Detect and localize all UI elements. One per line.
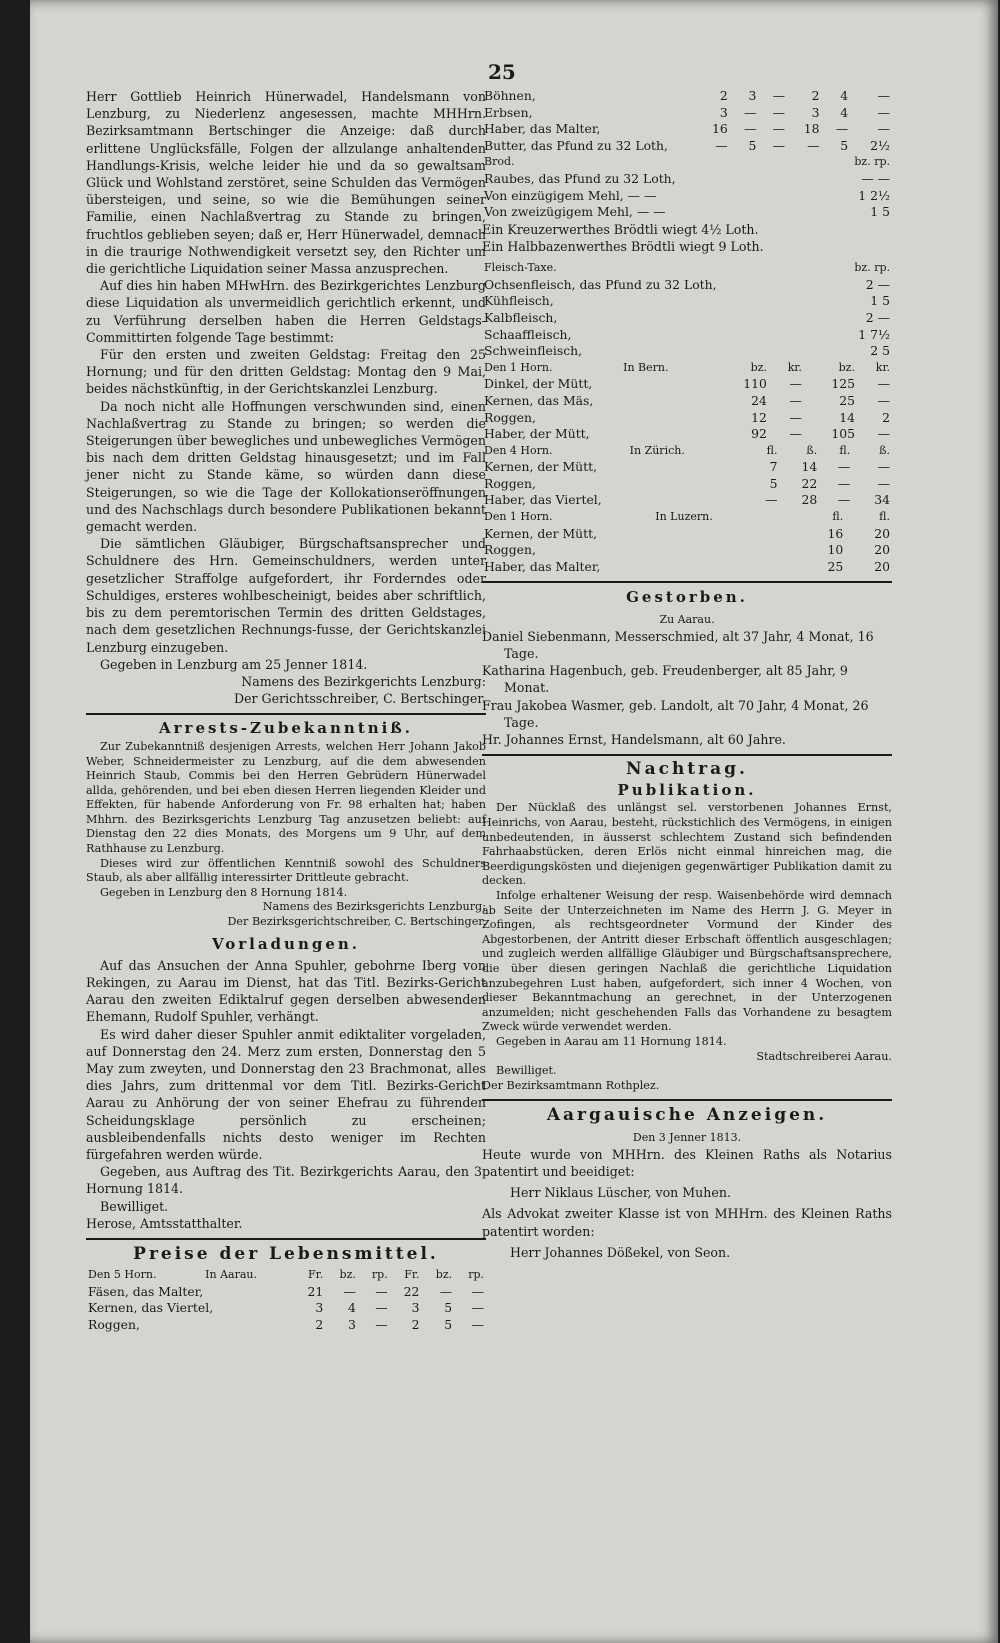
notice-paragraph: Da noch nicht alle Hoffnungen verschwunden sind, einen Nachlaßvertrag zu Stande zu bringen; so werden die Steigerungen über bewegliches und unbewegliches Vermögen bis nach dem dritten Geldstag hinausgesetzt; und im Fall jener nicht zu Stande käme, so würden dann diese Steigerungen, so wie die Tage der Kollokationseröffnungen und des Nachschlags durch besondere Publikationen bekannt gemacht werden. xyxy=(86,398,486,535)
row-label: Kernen, der Mütt, xyxy=(484,459,598,475)
cell: — xyxy=(877,121,890,137)
row-label: Haber, der Mütt, xyxy=(484,426,590,442)
table-row xyxy=(482,171,892,188)
table-row xyxy=(482,559,892,576)
table-header-cell: bz. rp. xyxy=(854,155,890,169)
cell: 2 xyxy=(719,88,728,103)
table-row xyxy=(482,188,892,205)
table-header-cell: Fr. xyxy=(404,1268,420,1282)
cell: 3 xyxy=(811,104,820,120)
summons-section xyxy=(86,936,486,1232)
cell: 2 5 xyxy=(870,343,890,359)
announcements-section xyxy=(482,1107,892,1261)
cell: 34 xyxy=(874,492,890,508)
cell: — xyxy=(877,88,890,103)
notice-paragraph: Die sämtlichen Gläubiger, Bürgschaftsansprecher und Schuldnere des Hrn. Gemeinschuldners, werden unter gesetzlicher Straffolge aufgefordert, ihr Forderndes oder Schuldiges, ersteres wohlbescheinigt, beides aber schriftlich, bis zu dem peremtorischen Termin des dritten Geldstages, nach dem gesetzlichen Rechnungs-fusse, der Gerichtskanzlei Lenzburg einzugeben. xyxy=(86,536,486,655)
cell: 24 xyxy=(751,392,767,408)
table-header-row xyxy=(86,1267,486,1284)
deaths-section xyxy=(482,589,892,748)
table-header-cell: kr. xyxy=(875,360,890,374)
table-row xyxy=(482,526,892,543)
cell: 20 xyxy=(874,542,890,558)
publication-given: Gegeben in Aarau am 11 Hornung 1814. xyxy=(496,1034,727,1048)
row-label: Böhnen, xyxy=(484,88,536,103)
publication-approved: Bewilliget. xyxy=(496,1064,557,1078)
food-prices-heading: Preise der Lebensmittel. xyxy=(133,1244,439,1265)
cell: — xyxy=(789,426,802,442)
table-header-cell: fl. xyxy=(879,510,890,524)
bern-prices-table xyxy=(482,360,892,443)
cell: — xyxy=(471,1300,484,1316)
table-header-cell: fl. xyxy=(766,443,778,457)
table-header-cell: In Luzern. xyxy=(655,510,713,524)
right-column xyxy=(482,88,892,1261)
bread-weight-line: Ein Kreuzerwerthes Brödtli wiegt 4½ Loth. xyxy=(482,221,759,237)
left-column xyxy=(86,88,486,1334)
cell: — xyxy=(877,475,890,491)
summons-approved: Bewilliget. xyxy=(100,1198,169,1214)
cell: 3 xyxy=(348,1317,356,1333)
table-header-cell: ß. xyxy=(806,443,818,457)
publication-signature: Stadtschreiberei Aarau. xyxy=(756,1049,892,1063)
cell: — xyxy=(807,137,820,153)
arrest-paragraph: Zur Zubekanntniß desjenigen Arrests, welchen Herr Johann Jakob Weber, Schneidermeister zu Lenzburg, auf die dem abwesenden Heinrich Staub, Commis bei den Herren Gebrüdern Hünerwadel allda, gehörenden, und bei eben diesen Herren liegenden Kleider und Effekten, für habende Anforderung von Fr. 98 erhalten hat; haben Mhhrn. des Bezirksgerichts Lenzburg Tag anzusetzen beliebt: auf Dienstag den 22 dies Monats, des Morgens um 9 Uhr, auf dem Rathhause zu Lenzburg. xyxy=(86,739,486,856)
table-row xyxy=(482,410,892,427)
row-label: Fäsen, das Malter, xyxy=(88,1283,204,1299)
cell: 1 2½ xyxy=(858,187,890,203)
row-label: Kalbfleisch, xyxy=(484,309,558,325)
table-row xyxy=(482,277,892,294)
table-header-cell: Den 5 Horn. xyxy=(88,1268,157,1282)
row-label: Haber, das Malter, xyxy=(484,558,601,574)
row-label: Butter, das Pfund zu 32 Loth, xyxy=(484,137,668,153)
table-header-cell: Den 4 Horn. xyxy=(484,443,553,457)
cell: — xyxy=(877,376,890,392)
row-label: Von zweizügigem Mehl, — — xyxy=(484,204,666,220)
table-row xyxy=(482,293,892,310)
table-header-row xyxy=(482,509,892,526)
cell: 1 5 xyxy=(870,293,890,309)
table-row xyxy=(482,393,892,410)
death-entry: Frau Jakobea Wasmer, geb. Landolt, alt 70 Jahr, 4 Monat, 26 Tage. xyxy=(482,697,869,730)
market-prices-table xyxy=(482,88,892,154)
row-label: Roggen, xyxy=(88,1317,140,1333)
table-row xyxy=(482,459,892,476)
table-header-cell: bz. xyxy=(838,360,855,374)
cell: 105 xyxy=(831,426,855,442)
supplement-section xyxy=(482,759,892,1093)
table-row xyxy=(482,376,892,393)
newspaper-page xyxy=(30,0,998,1643)
food-prices-aarau xyxy=(86,1246,486,1334)
cell: — xyxy=(835,121,849,137)
table-header-cell: bz. xyxy=(435,1268,453,1282)
arrest-heading: Arrests-Zubekanntniß. xyxy=(159,719,413,738)
cell: 125 xyxy=(831,376,855,392)
notice-paragraph: Herr Gottlieb Heinrich Hünerwadel, Handelsmann von Lenzburg, zu Niederlenz angesessen, machte MHHrn. Bezirksamtmann Bertschinger die Anzeige: daß durch erlittene Unglücksfälle, Folgen der allzulange anhaltenden Handlungs-Krisis, welche leider hie und da so gewaltsam Glück und Wohlstand zerstöret, seine Schulden das Vermögen übersteigen, und seine, so wie die Bemühungen seiner Familie, einen Nachlaßvertrag zu Stande zu bringen, fruchtlos geblieben seyen; daß er, Herr Hünerwadel, demnach in die traurige Nothwendigkeit versetzt sey, den Richter um die gerichtliche Liquidation seiner Massa anzusprechen. xyxy=(86,89,486,277)
notice-signature: Der Gerichtsschreiber, C. Bertschinger. xyxy=(233,691,486,707)
summons-paragraph: Gegeben, aus Auftrag des Tit. Bezirkgerichts Aarau, den 3. Hornung 1814. xyxy=(86,1164,486,1197)
table-header-cell: fl. xyxy=(839,443,851,457)
table-header-cell: kr. xyxy=(787,360,802,374)
cell: — xyxy=(715,137,728,153)
table-header-cell: Brod. xyxy=(484,155,515,169)
table-row xyxy=(482,138,892,155)
row-label: Raubes, das Pfund zu 32 Loth, xyxy=(484,170,676,186)
row-label: Roggen, xyxy=(484,409,536,425)
cell: 2 xyxy=(315,1317,324,1333)
table-header-cell: In Bern. xyxy=(623,360,669,374)
cell: 10 xyxy=(827,542,844,558)
announcement-name: Herr Niklaus Lüscher, von Muhen. xyxy=(510,1185,731,1201)
cell: 1 5 xyxy=(870,204,890,220)
cell: — xyxy=(772,88,785,103)
cell: — xyxy=(877,459,890,475)
table-header-cell: ß. xyxy=(879,443,890,457)
table-row xyxy=(482,327,892,344)
cell: 22 xyxy=(403,1283,420,1299)
arrest-given: Gegeben in Lenzburg den 8 Hornung 1814. xyxy=(100,885,348,899)
row-label: Erbsen, xyxy=(484,104,533,120)
cell: 12 xyxy=(751,409,767,425)
row-label: Haber, das Viertel, xyxy=(484,492,602,508)
table-header-cell: In Zürich. xyxy=(629,443,685,457)
cell: 5 xyxy=(444,1300,453,1316)
row-label: Kernen, der Mütt, xyxy=(484,525,598,541)
cell: 25 xyxy=(827,558,844,574)
cell: 3 xyxy=(748,88,757,103)
table-row xyxy=(86,1284,486,1301)
cell: — xyxy=(765,492,778,508)
cell: — xyxy=(877,104,890,120)
summons-heading: Vorladungen. xyxy=(211,934,361,953)
cell: — xyxy=(343,1283,356,1299)
table-row xyxy=(482,88,892,105)
cell: — xyxy=(837,475,851,491)
table-header-cell: Den 1 Horn. xyxy=(484,510,553,524)
cell: — xyxy=(471,1317,484,1333)
table-row xyxy=(482,542,892,559)
cell: — xyxy=(375,1317,388,1333)
summons-signature: Herose, Amtsstatthalter. xyxy=(86,1215,243,1231)
row-label: Kühfleisch, xyxy=(484,293,554,309)
section-divider xyxy=(482,581,892,583)
cell: 4 xyxy=(840,88,849,103)
cell: 28 xyxy=(801,492,818,508)
deaths-place: Zu Aarau. xyxy=(659,612,715,626)
table-row xyxy=(482,105,892,122)
cell: 92 xyxy=(751,426,767,442)
cell: 5 xyxy=(840,137,849,153)
table-header-row xyxy=(482,443,892,460)
cell: 2 xyxy=(411,1317,420,1333)
cell: 20 xyxy=(874,558,890,574)
cell: — xyxy=(772,104,785,120)
publication-paragraph: Der Nücklaß des unlängst sel. verstorbenen Johannes Ernst, Heinrichs, von Aarau, besteht, rückstichlich des Vermögens, in einigen unbedeutenden, in äusserst schlechtem Zustand sich befindenden Fahrhaabstücken, deren Erlös nicht einmal hinreichen mag, die Beerdigungskösten und diejenigen gegenwärtiger Publikation damit zu decken. xyxy=(482,801,892,888)
summons-paragraph: Auf das Ansuchen der Anna Spuhler, gebohrne Iberg von Rekingen, zu Aarau im Dienst, hat das Titl. Bezirks-Gericht Aarau den zweiten Ediktalruf gegen derselben abwesenden Ehemann, Rudolf Spuhler, verhängt. xyxy=(86,957,486,1025)
table-header-row xyxy=(482,260,892,277)
table-header-cell: Fleisch-Taxe. xyxy=(484,261,557,275)
cell: — — xyxy=(861,170,890,186)
supplement-heading: Nachtrag. xyxy=(626,759,748,780)
row-label: Haber, das Malter, xyxy=(484,121,601,137)
table-header-cell: fl. xyxy=(832,510,844,524)
announcement-paragraph: Heute wurde von MHHrn. des Kleinen Raths als Notarius patentirt und beeidiget: xyxy=(482,1146,892,1179)
table-row xyxy=(482,476,892,493)
table-header-cell: Den 1 Horn. xyxy=(484,360,553,374)
section-divider xyxy=(86,1238,486,1240)
cell: 2 — xyxy=(865,309,890,325)
page-number: 25 xyxy=(488,60,516,84)
cell: — xyxy=(772,137,785,153)
cell: — xyxy=(877,426,890,442)
death-entry: Daniel Siebenmann, Messerschmied, alt 37 Jahr, 4 Monat, 16 Tage. xyxy=(482,628,874,662)
cell: 2 xyxy=(882,409,890,425)
zurich-prices-table xyxy=(482,443,892,509)
cell: — xyxy=(439,1283,453,1299)
meat-tax-table xyxy=(482,260,892,360)
cell: 25 xyxy=(839,392,855,408)
announcements-date: Den 3 Jenner 1813. xyxy=(632,1130,742,1144)
cell: 2½ xyxy=(870,137,890,153)
row-label: Schweinfleisch, xyxy=(484,343,583,359)
cell: 2 — xyxy=(865,276,890,292)
cell: — xyxy=(877,392,890,408)
death-entry: Hr. Johannes Ernst, Handelsmann, alt 60 Jahre. xyxy=(482,732,786,748)
table-header-cell: In Aarau. xyxy=(205,1268,257,1282)
table-header-cell: rp. xyxy=(371,1268,388,1282)
food-prices-table xyxy=(86,1267,486,1333)
cell: 3 xyxy=(411,1300,420,1316)
arrest-paragraph: Dieses wird zur öffentlichen Kenntniß sowohl des Schuldners Staub, als aber allfällig interessirter Drittleute gebracht. xyxy=(86,856,486,885)
cell: 5 xyxy=(769,475,778,491)
row-label: Kernen, das Mäs, xyxy=(484,392,594,408)
table-header-cell: bz. xyxy=(339,1268,356,1282)
cell: 16 xyxy=(711,121,728,137)
cell: 16 xyxy=(827,525,844,541)
cell: 14 xyxy=(801,459,818,475)
table-header-row xyxy=(482,360,892,377)
cell: — xyxy=(789,392,802,408)
cell: 20 xyxy=(874,525,890,541)
bread-prices-table xyxy=(482,154,892,220)
cell: 5 xyxy=(444,1317,453,1333)
cell: — xyxy=(743,121,757,137)
section-divider xyxy=(482,754,892,756)
arrest-signature: Der Bezirksgerichtschreiber, C. Bertschinger. xyxy=(227,915,486,929)
announcement-name: Herr Johannes Dößekel, von Seon. xyxy=(510,1244,731,1260)
luzern-prices-table xyxy=(482,509,892,575)
cell: — xyxy=(743,104,757,120)
cell: 4 xyxy=(840,104,849,120)
table-row xyxy=(482,492,892,509)
cell: — xyxy=(789,409,802,425)
cell: — xyxy=(375,1283,388,1299)
publication-paragraph: Infolge erhaltener Weisung der resp. Waisenbehörde wird demnach ab Seite der Unterzeichneten im Name des Herrn J. G. Meyer in Zofingen, als rechtsgeordneter Vormund der Kinder des Abgestorbenen, der Antritt dieser Erbschaft öffentlich ausgeschlagen; und zugleich werden allfällige Gläubiger und Bürgschaftsansprechere, die über diesen geringen Nachlaß die gerichtliche Liquidation anzubegehren Lust haben, aufgefordert, sich inner 4 Wochen, von dieser Bekanntmachung an gerechnet, in der Unterzogenen anzumelden; nicht geschehenden Falls das Vorhandene zu besagtem Zweck würde verwendet werden. xyxy=(482,889,892,1034)
row-label: Roggen, xyxy=(484,475,536,491)
arrest-notice xyxy=(86,721,486,929)
table-row xyxy=(482,343,892,360)
announcements-heading: Aargauische Anzeigen. xyxy=(546,1105,828,1126)
summons-paragraph: Es wird daher dieser Spuhler anmit ediktaliter vorgeladen, auf Donnerstag den 24. Merz zum ersten, Donnerstag den 5 May zum zweyten, und Donnerstag den 23 Brachmonat, alles dies Jahrs, zum drittenmal vor dem Titl. Bezirks-Gericht Aarau zu Anhörung der von seiner Ehefrau zu führenden Scheidungsklage persönlich zu erscheinen; ausbleibendenfalls nichts desto weniger im Rechten fürgefahren werden würde. xyxy=(86,1026,486,1163)
table-row xyxy=(86,1317,486,1334)
cell: 2 xyxy=(811,88,820,103)
table-row xyxy=(482,121,892,138)
arrest-signature-line: Namens des Bezirksgerichts Lenzburg: xyxy=(262,900,486,914)
cell: 14 xyxy=(839,409,855,425)
cell: — xyxy=(375,1300,388,1316)
cell: 1 7½ xyxy=(858,326,890,342)
notice-paragraph: Auf dies hin haben MHwHrn. des Bezirkgerichtes Lenzburg diese Liquidation als unvermeidlich gerichtlich erkennt, und zu Verführung derselben haben die Herren Geldstags-Committirten folgende Tage bestimmt: xyxy=(86,278,486,345)
announcement-paragraph: Als Advokat zweiter Klasse ist von MHHrn. des Kleinen Raths patentirt worden: xyxy=(482,1206,892,1239)
section-divider xyxy=(86,713,486,715)
cell: 18 xyxy=(803,121,820,137)
table-row xyxy=(482,426,892,443)
bankruptcy-notice xyxy=(86,88,486,707)
cell: — xyxy=(789,376,802,392)
table-row xyxy=(482,310,892,327)
row-label: Dinkel, der Mütt, xyxy=(484,376,593,392)
cell: 5 xyxy=(748,137,757,153)
cell: — xyxy=(837,492,851,508)
table-header-cell: bz. xyxy=(750,360,767,374)
row-label: Kernen, das Viertel, xyxy=(88,1300,214,1316)
table-header-cell: rp. xyxy=(468,1268,484,1282)
death-entry: Katharina Hagenbuch, geb. Freudenberger, alt 85 Jahr, 9 Monat. xyxy=(482,663,848,696)
table-header-cell: Fr. xyxy=(308,1268,324,1282)
notice-paragraph: Für den ersten und zweiten Geldstag: Freitag den 25 Hornung; und für den dritten Geldstag: Montag den 9 Mai, beides nächstkünftig, in der Gerichtskanzlei Lenzburg. xyxy=(86,347,486,397)
cell: 4 xyxy=(348,1300,356,1316)
row-label: Schaaffleisch, xyxy=(484,326,572,342)
notice-given: Gegeben in Lenzburg am 25 Jenner 1814. xyxy=(100,656,368,672)
cell: — xyxy=(837,459,851,475)
cell: 110 xyxy=(743,376,767,392)
cell: 3 xyxy=(719,104,728,120)
row-label: Von einzügigem Mehl, — — xyxy=(484,187,657,203)
table-header-row xyxy=(482,154,892,171)
section-divider xyxy=(482,1099,892,1101)
cell: 7 xyxy=(769,459,778,475)
bread-weight-line: Ein Halbbazenwerthes Brödtli wiegt 9 Loth. xyxy=(482,238,764,254)
row-label: Ochsenfleisch, das Pfund zu 32 Loth, xyxy=(484,276,717,292)
cell: — xyxy=(772,121,785,137)
notice-signature-line: Namens des Bezirkgerichts Lenzburg: xyxy=(241,673,486,689)
cell: — xyxy=(471,1283,484,1299)
deaths-heading: Gestorben. xyxy=(626,588,748,607)
publication-heading: Publikation. xyxy=(617,780,757,799)
table-row xyxy=(86,1300,486,1317)
cell: 22 xyxy=(801,475,818,491)
row-label: Roggen, xyxy=(484,542,536,558)
table-header-cell: bz. rp. xyxy=(854,261,890,275)
cell: 3 xyxy=(315,1300,324,1316)
cell: 21 xyxy=(307,1283,324,1299)
table-row xyxy=(482,204,892,221)
publication-approved-by: Der Bezirksamtmann Rothplez. xyxy=(482,1078,660,1092)
